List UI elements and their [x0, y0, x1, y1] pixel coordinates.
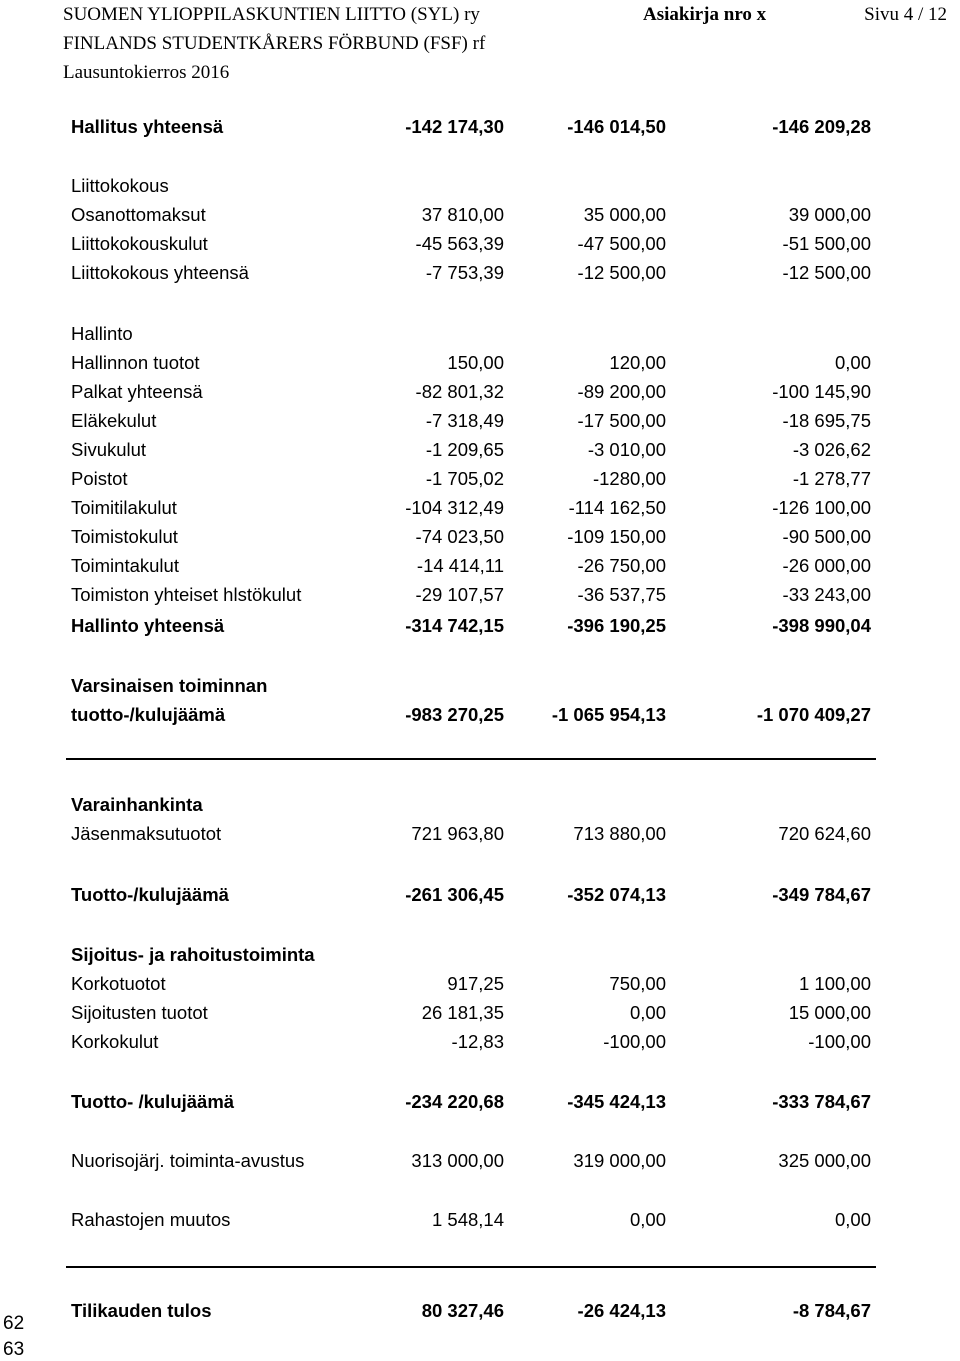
value-2015: -104 312,49: [405, 497, 504, 518]
value-2015: 313 000,00: [411, 1150, 504, 1171]
row-label: Toimiston yhteiset hlstökulut: [71, 584, 302, 605]
value-2017: -126 100,00: [772, 497, 871, 518]
table-row: [71, 319, 871, 348]
value-2017: -18 695,75: [782, 410, 871, 431]
table-row: [71, 998, 871, 1027]
row-label: Korkotuotot: [71, 973, 166, 994]
row-label: Hallinto yhteensä: [71, 615, 225, 636]
row-label: Varainhankinta: [71, 794, 203, 815]
value-2016: 120,00: [609, 352, 666, 373]
value-2016: -89 200,00: [577, 381, 666, 402]
value-2017: -1 070 409,27: [756, 704, 871, 725]
table-row: [71, 493, 871, 522]
value-2015: 80 327,46: [421, 1300, 504, 1321]
row-label: Sivukulut: [71, 439, 147, 460]
document-subtitle: Lausuntokierros 2016: [63, 62, 230, 83]
table-row: [71, 671, 871, 700]
value-2015: -82 801,32: [415, 381, 504, 402]
value-2017: 15 000,00: [788, 1002, 871, 1023]
value-2016: -396 190,25: [567, 615, 666, 636]
row-label: Toimitilakulut: [71, 497, 177, 518]
value-2017: 0,00: [834, 352, 871, 373]
row-label: Korkokulut: [71, 1031, 159, 1052]
value-2017: 0,00: [834, 1209, 871, 1230]
value-2017: -1 278,77: [792, 468, 871, 489]
row-label: Toimistokulut: [71, 526, 178, 547]
value-2015: -45 563,39: [415, 233, 504, 254]
value-2015: -74 023,50: [415, 526, 504, 547]
value-2016: -3 010,00: [587, 439, 666, 460]
table-row: [71, 348, 871, 377]
value-2017: -398 990,04: [772, 615, 871, 636]
document-number: Asiakirja nro x: [643, 4, 767, 25]
header-line-1: [63, 0, 960, 29]
row-label: Hallitus yhteensä: [71, 116, 224, 137]
value-2016: -17 500,00: [577, 410, 666, 431]
value-2016: 750,00: [609, 973, 666, 994]
section-divider: [66, 758, 876, 760]
table-row: [71, 1146, 871, 1175]
value-2015: -12,83: [451, 1031, 504, 1052]
value-2017: -51 500,00: [782, 233, 871, 254]
table-row: [71, 1027, 871, 1056]
table-row: [71, 1296, 871, 1325]
value-2016: 319 000,00: [573, 1150, 666, 1171]
value-2015: 721 963,80: [411, 823, 504, 844]
table-row: [71, 200, 871, 229]
value-2015: 37 810,00: [421, 204, 504, 225]
table-row: [71, 464, 871, 493]
row-label: Varsinaisen toiminnan: [71, 675, 268, 696]
row-label: Liittokokouskulut: [71, 233, 208, 254]
value-2015: -314 742,15: [405, 615, 504, 636]
value-2016: -1280,00: [592, 468, 666, 489]
row-label: Hallinnon tuotot: [71, 352, 200, 373]
value-2016: -146 014,50: [567, 116, 666, 137]
table-row: [71, 880, 871, 909]
value-2015: 917,25: [447, 973, 504, 994]
table-row: [71, 611, 871, 640]
value-2017: 1 100,00: [798, 973, 871, 994]
table-row: [71, 551, 871, 580]
value-2016: 713 880,00: [573, 823, 666, 844]
value-2015: 150,00: [447, 352, 504, 373]
table-row: [71, 940, 871, 969]
table-row: [71, 112, 871, 141]
table-row: [71, 819, 871, 848]
row-label: Palkat yhteensä: [71, 381, 203, 402]
row-label: Liittokokous: [71, 175, 169, 196]
value-2016: 35 000,00: [583, 204, 666, 225]
value-2016: -12 500,00: [577, 262, 666, 283]
value-2016: -47 500,00: [577, 233, 666, 254]
value-2016: -26 750,00: [577, 555, 666, 576]
value-2015: 26 181,35: [421, 1002, 504, 1023]
page-number: Sivu 4 / 12: [864, 4, 947, 25]
value-2015: -14 414,11: [416, 555, 504, 576]
row-label: Toimintakulut: [71, 555, 179, 576]
row-label: Hallinto: [71, 323, 133, 344]
value-2015: -1 209,65: [425, 439, 504, 460]
row-label: Nuorisojärj. toiminta-avustus: [71, 1150, 305, 1171]
value-2015: -142 174,30: [405, 116, 504, 137]
row-label: Rahastojen muutos: [71, 1209, 231, 1230]
value-2017: -90 500,00: [782, 526, 871, 547]
value-2016: 0,00: [629, 1209, 666, 1230]
value-2016: -1 065 954,13: [551, 704, 666, 725]
value-2015: -29 107,57: [415, 584, 504, 605]
value-2015: -7 753,39: [425, 262, 504, 283]
value-2016: -345 424,13: [567, 1091, 666, 1112]
row-label: Sijoitus- ja rahoitustoiminta: [71, 944, 315, 965]
table-row: [71, 229, 871, 258]
value-2015: 1 548,14: [431, 1209, 504, 1230]
value-2015: -234 220,68: [405, 1091, 504, 1112]
value-2017: -349 784,67: [772, 884, 871, 905]
row-label: Tilikauden tulos: [71, 1300, 212, 1321]
table-row: [71, 522, 871, 551]
value-2016: -100,00: [603, 1031, 666, 1052]
value-2016: -114 162,50: [568, 497, 666, 518]
table-row: [71, 969, 871, 998]
value-2016: -36 537,75: [577, 584, 666, 605]
value-2017: -146 209,28: [772, 116, 871, 137]
value-2017: -333 784,67: [772, 1091, 871, 1112]
row-label: Liittokokous yhteensä: [71, 262, 249, 283]
value-2017: 720 624,60: [778, 823, 871, 844]
table-row: [71, 258, 871, 287]
margin-line-number: 63: [3, 1339, 25, 1360]
table-row: [71, 377, 871, 406]
table-row: [71, 790, 871, 819]
value-2015: -261 306,45: [405, 884, 504, 905]
table-row: [71, 580, 871, 609]
value-2016: 0,00: [629, 1002, 666, 1023]
value-2015: -1 705,02: [425, 468, 504, 489]
table-row: [71, 435, 871, 464]
table-row: [71, 1205, 871, 1234]
table-row: [71, 171, 871, 200]
value-2017: -8 784,67: [792, 1300, 871, 1321]
value-2017: -33 243,00: [782, 584, 871, 605]
organization-name-fi: SUOMEN YLIOPPILASKUNTIEN LIITTO (SYL) ry: [63, 4, 480, 25]
margin-line-number: 62: [3, 1313, 25, 1334]
value-2017: -12 500,00: [782, 262, 871, 283]
row-label: Tuotto-/kulujäämä: [71, 884, 229, 905]
value-2015: -983 270,25: [405, 704, 504, 725]
organization-name-sv: FINLANDS STUDENTKÅRERS FÖRBUND (FSF) rf: [63, 33, 486, 54]
row-label: Jäsenmaksutuotot: [71, 823, 222, 844]
value-2017: -100 145,90: [772, 381, 871, 402]
value-2017: 39 000,00: [788, 204, 871, 225]
value-2016: -109 150,00: [567, 526, 666, 547]
value-2017: 325 000,00: [778, 1150, 871, 1171]
table-row: [71, 1087, 871, 1116]
table-row: [71, 406, 871, 435]
value-2017: -100,00: [808, 1031, 871, 1052]
value-2016: -26 424,13: [577, 1300, 666, 1321]
value-2015: -7 318,49: [425, 410, 504, 431]
section-divider: [66, 1266, 876, 1268]
row-label: Sijoitusten tuotot: [71, 1002, 208, 1023]
row-label: Poistot: [71, 468, 128, 489]
document-header: [63, 0, 960, 87]
value-2017: -26 000,00: [782, 555, 871, 576]
table-row: [71, 700, 871, 729]
value-2017: -3 026,62: [792, 439, 871, 460]
row-label: Eläkekulut: [71, 410, 157, 431]
value-2016: -352 074,13: [567, 884, 666, 905]
row-label: tuotto-/kulujäämä: [71, 704, 226, 725]
row-label: Tuotto- /kulujäämä: [71, 1091, 235, 1112]
row-label: Osanottomaksut: [71, 204, 206, 225]
